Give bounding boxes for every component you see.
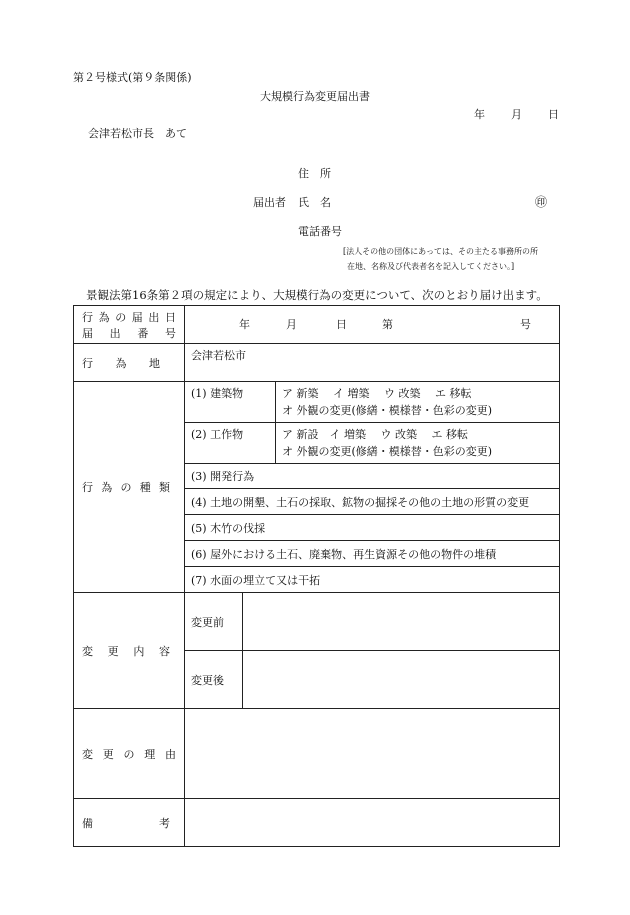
- date-day: 日: [548, 108, 559, 121]
- change-before-label: 変更前: [185, 593, 243, 651]
- structure-label: (2) 工作物: [185, 423, 276, 464]
- row-reason: [74, 709, 560, 799]
- filing-date-label-cell: [74, 306, 185, 344]
- change-label-cell: [74, 593, 185, 709]
- filing-year: 年: [239, 318, 250, 331]
- kind-item-5: (5) 木竹の伐採: [185, 515, 560, 541]
- intro-text: 景観法第16条第２項の規定により、大規模行為の変更について、次のとおり届け出ます。: [86, 288, 548, 302]
- location-label-cell: [74, 344, 185, 382]
- filing-date-value-cell: [185, 306, 560, 344]
- applicant-prefix: 届出者: [253, 196, 286, 209]
- change-before-field[interactable]: [243, 593, 560, 651]
- remarks-label-cell: [74, 799, 185, 847]
- kind-label: 行為の種類: [82, 481, 170, 494]
- building-options-line1: ア 新築 イ 増築 ウ 改築 エ 移転: [282, 387, 472, 400]
- building-options-cell: [276, 382, 560, 423]
- kind-label-cell: [74, 382, 185, 593]
- kind-item-3: (3) 開発行為: [185, 464, 560, 489]
- structure-options-cell: [276, 423, 560, 464]
- kind-item-4: (4) 土地の開墾、土石の採取、鉱物の掘採その他の土地の形質の変更: [185, 489, 560, 515]
- notification-table: [73, 305, 560, 847]
- row-change-before: [74, 593, 560, 651]
- change-label: 変更内容: [82, 644, 170, 658]
- row-location: [74, 344, 560, 382]
- address-label: 住 所: [298, 167, 331, 180]
- location-label: 行為地: [82, 356, 160, 370]
- building-label: (1) 建築物: [185, 382, 276, 423]
- reason-field[interactable]: [185, 709, 560, 799]
- structure-options-line1: ア 新設 イ 増築 ウ 改築 エ 移転: [282, 428, 468, 441]
- structure-options-line2: オ 外観の変更(修繕・模様替・色彩の変更): [282, 445, 493, 458]
- filing-date-label: 行為の届出日: [82, 310, 176, 324]
- reason-label-cell: [74, 709, 185, 799]
- phone-label: 電話番号: [298, 225, 342, 238]
- filing-number-label: 届出番号: [82, 326, 176, 340]
- document-title: 大規模行為変更届出書: [260, 90, 370, 103]
- building-options-line2: オ 外観の変更(修繕・模様替・色彩の変更): [282, 404, 493, 417]
- filing-go: 号: [520, 318, 531, 331]
- filing-dai: 第: [382, 318, 393, 331]
- row-filing-date: [74, 306, 560, 344]
- row-remarks: [74, 799, 560, 847]
- remarks-label: 備考: [82, 816, 170, 830]
- addressee: 会津若松市長 あて: [88, 127, 187, 140]
- applicant-note-line2: 在地、名称及び代表者名を記入してください。]: [347, 262, 515, 271]
- kind-item-6: (6) 屋外における土石、廃棄物、再生資源その他の物件の堆積: [185, 541, 560, 567]
- date-year: 年: [474, 108, 485, 121]
- kind-item-7: (7) 水面の埋立て又は干拓: [185, 567, 560, 593]
- filing-day: 日: [336, 318, 347, 331]
- change-after-label: 変更後: [185, 651, 243, 709]
- reason-label: 変更の理由: [82, 747, 176, 761]
- change-after-field[interactable]: [243, 651, 560, 709]
- remarks-field[interactable]: [185, 799, 560, 847]
- name-label: 氏 名: [298, 196, 331, 209]
- row-building: [74, 382, 560, 423]
- seal-mark: ㊞: [535, 195, 548, 209]
- form-number: 第２号様式(第９条関係): [73, 71, 192, 84]
- location-value: 会津若松市: [185, 344, 560, 382]
- applicant-note-line1: [法人その他の団体にあっては、その主たる事務所の所: [343, 247, 539, 256]
- filing-month: 月: [286, 318, 297, 331]
- date-month: 月: [511, 108, 522, 121]
